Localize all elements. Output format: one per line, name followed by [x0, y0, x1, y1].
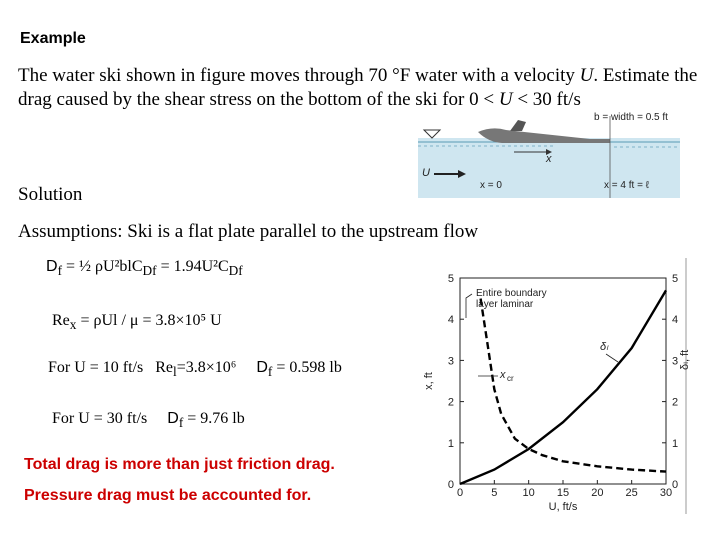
delta-annotation: δₗ [600, 341, 608, 353]
ski-x0-label: x = 0 [480, 180, 502, 191]
x-tick-label: 5 [491, 487, 498, 499]
y-tick-label: 3 [447, 355, 454, 368]
conclusion-line-2: Pressure drag must be accounted for. [24, 487, 312, 504]
laminar-annotation-line2: layer laminar [476, 299, 534, 310]
x-tick-label: 0 [456, 487, 464, 499]
y2-tick-label: 4 [672, 314, 679, 327]
svg-text:cr: cr [507, 374, 514, 383]
y2-tick-label: 5 [672, 273, 679, 285]
y2-tick-label: 2 [672, 396, 679, 409]
water-ski-figure [414, 108, 684, 200]
x-tick-label: 30 [659, 487, 673, 499]
solution-label: Solution [18, 184, 83, 205]
laminar-annotation-line1: Entire boundary [476, 288, 547, 299]
x-tick-label: 15 [556, 487, 570, 499]
series-line-xcr [481, 299, 666, 472]
ski-x4-label: x = 4 ft = ℓ [604, 180, 649, 191]
example-heading: Example [20, 30, 86, 47]
xcr-annotation [499, 369, 514, 383]
free-surface-symbol [424, 130, 440, 138]
x-tick-label: 10 [522, 487, 535, 499]
right-axis-label: δₗ, ft [679, 349, 691, 370]
boundary-layer-chart [420, 258, 694, 514]
ski-x-label: x [546, 153, 552, 165]
x-tick-label: 20 [591, 487, 604, 499]
reynolds-equation: $Re_x = \rho Ul / \mu = 3.8\times 10^5$ U [52, 312, 222, 333]
problem-statement: The water ski shown in figure moves through 70 °F water with a velocity U. Estimate the drag caused by the shear stress on the bottom of the ski for 0 < U < 30 ft/s [18, 65, 698, 110]
y-tick-label: 2 [447, 396, 454, 409]
ski-width-label: b = width = 0.5 ft [594, 112, 668, 123]
y-tick-label: 1 [447, 437, 454, 450]
assumptions-text: Assumptions: Ski is a flat plate parallel to the upstream flow [18, 221, 479, 242]
y-tick-label: 0 [447, 479, 454, 491]
ski-shape [478, 128, 610, 143]
y2-tick-label: 0 [672, 479, 679, 491]
y2-tick-label: 1 [672, 437, 679, 450]
case1-equation: For U = 10 ft/s $Re_l=3.8\times 10^6$ $D_f = 0.598$ lb [48, 359, 342, 380]
svg-text:x: x [500, 369, 506, 381]
y-axis-label: x, ft [423, 372, 435, 390]
series-line-delta [460, 290, 666, 484]
y-tick-label: 4 [447, 314, 454, 327]
y-tick-label: 5 [447, 273, 454, 285]
y2-tick-label: 3 [672, 355, 679, 368]
case2-equation: For U = 30 ft/s $D_f = 9.76$ lb [52, 410, 245, 431]
drag-equation: $D_f$ = ½ $\rho U^2blC_{Df} = 1.94U^2C_{Df}$ [46, 258, 243, 279]
ski-u-label: U [422, 167, 430, 179]
x-tick-label: 25 [625, 487, 638, 499]
conclusion-line-1: Total drag is more than just friction drag. [24, 456, 335, 473]
x-axis-label: U, ft/s [548, 501, 578, 513]
